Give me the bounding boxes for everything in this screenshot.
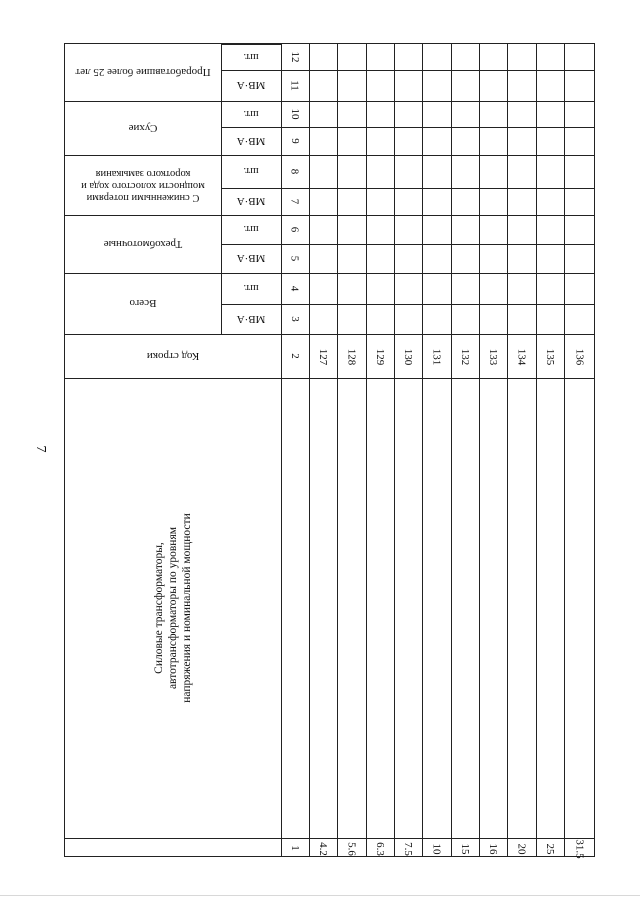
row-power: 4.2 xyxy=(317,842,329,856)
row-power: 10 xyxy=(430,843,443,855)
unit-mva: МВ·А xyxy=(236,252,266,265)
row-power: 15 xyxy=(459,843,471,855)
column-rule xyxy=(479,44,480,856)
row-code: 134 xyxy=(515,348,528,366)
unit-mva: МВ·А xyxy=(236,313,266,325)
row-code: 135 xyxy=(544,348,556,366)
row-power: 5.6 xyxy=(345,842,358,856)
column-number: 7 xyxy=(289,198,301,205)
page-edge xyxy=(0,895,640,905)
group-header-low-loss: С сниженными потерями мощности холостого хода и короткого замыкания xyxy=(81,168,205,203)
column-rule xyxy=(394,44,395,856)
row-label: Силовые трансформаторы, автотрансформаторы по уровням напряжения и номинальной мощности xyxy=(153,513,193,703)
column-rule xyxy=(536,44,537,856)
row-code: 129 xyxy=(374,348,386,366)
row-power: 6.3 xyxy=(374,842,386,856)
row-code: 127 xyxy=(317,348,329,366)
column-number: 4 xyxy=(289,285,301,292)
unit-mva: МВ·А xyxy=(236,79,266,92)
page-number: 7 xyxy=(33,445,48,453)
unit-pcs: шт. xyxy=(243,223,259,236)
code-column-label: Код строки xyxy=(146,350,200,362)
row-label-cell xyxy=(65,378,281,838)
column-rule xyxy=(507,44,508,856)
column-number: 3 xyxy=(289,316,301,322)
row-power: 31.5 xyxy=(573,839,586,859)
column-rule xyxy=(451,44,452,856)
row-code: 132 xyxy=(459,348,471,366)
column-number: 9 xyxy=(289,138,301,144)
row-code: 131 xyxy=(430,348,443,366)
unit-pcs: шт. xyxy=(243,282,259,295)
group-header-dry: Сухие xyxy=(128,122,158,134)
column-number: 1 xyxy=(289,845,301,851)
transformer-table xyxy=(64,43,595,857)
unit-mva: МВ·А xyxy=(236,135,266,147)
unit-pcs: шт. xyxy=(243,165,259,178)
column-number: 6 xyxy=(289,226,301,233)
column-rule xyxy=(422,44,423,856)
column-number: 5 xyxy=(289,255,301,262)
group-header-total: Всего xyxy=(129,297,157,310)
unit-mva: МВ·А xyxy=(236,195,266,208)
row-code: 133 xyxy=(487,348,499,366)
group-header-three-winding: Трехобмоточные xyxy=(103,238,183,250)
row-power: 7.5 xyxy=(402,842,414,856)
column-number: 11 xyxy=(289,80,301,91)
unit-pcs: шт. xyxy=(243,108,259,120)
column-rule xyxy=(337,44,338,856)
column-number: 8 xyxy=(289,168,301,175)
unit-pcs: шт. xyxy=(243,51,259,63)
group-header-aged: Проработавшие более 25 лет xyxy=(75,66,211,79)
column-number: 2 xyxy=(289,353,301,359)
column-rule xyxy=(366,44,367,856)
row-code: 130 xyxy=(402,348,414,366)
column-number: 12 xyxy=(289,51,301,63)
row-code: 128 xyxy=(345,348,358,366)
column-rule xyxy=(564,44,565,856)
row-power: 20 xyxy=(515,843,528,855)
column-number: 10 xyxy=(289,108,301,120)
row-power: 25 xyxy=(544,843,556,855)
row-code: 136 xyxy=(573,348,586,366)
row-power: 16 xyxy=(487,843,499,855)
